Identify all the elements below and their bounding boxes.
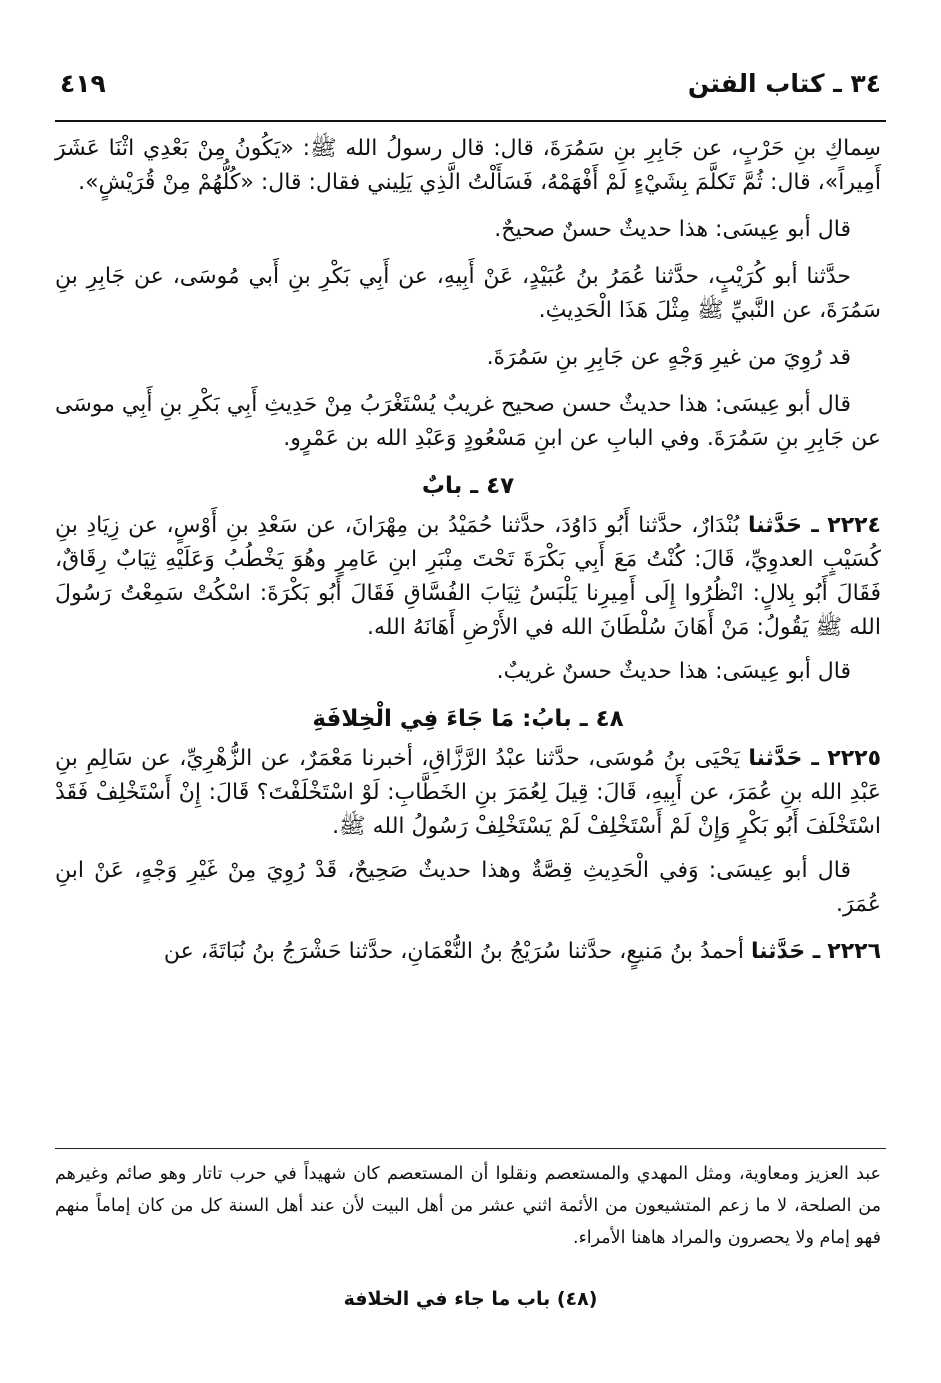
hadith-entry: ٢٢٢٥ ـ حَدَّثنا يَحْيَى بنُ مُوسَى، حدَّثنا عبْدُ الرَّزَّاقِ، أخبرنا مَعْمَرٌ، عن الزُّهْرِيِّ، عن سَالِمِ بنِ عَبْدِ الله بنِ عُمَرَ، عن أَبِيهِ، قَالَ: قِيلَ لِعُمَرَ بنِ الخَطَّابِ: لَوْ اسْتَخْلَفْتَ؟ قَالَ: إِنْ أَسْتَخْلِفْ فَقَدْ اسْتَخْلَفَ أَبُو بَكْرٍ وَإِنْ لَمْ أَسْتَخْلِفْ لَمْ يَسْتَخْلِفْ رَسُولُ الله ﷺ. bbox=[55, 746, 882, 839]
paragraph: قال أبو عِيسَى: هذا حديثٌ حسن صحيح غريبٌ يُسْتَغْرَبُ مِنْ حَدِيثِ أَبِي بَكْرِ بنِ أَبِي موسَى عن جَابِرِ بنِ سَمُرَةَ. وفي البابِ عن ابنِ مَسْعُودٍ وَعَبْدِ الله بن عَمْرٍو. bbox=[55, 392, 881, 451]
footnote-text: عبد العزيز ومعاوية، ومثل المهدي والمستعصم ونقلوا أن المستعصم كان شهيداً في حرب تاتار وهو صائم وغيرهم من الصلحة، لا ما زعم المتشيعون من الأئمة اثني عشر من أهل البيت لأن عند أهل السنة كل من كان إماماً منهم فهو إمام ولا يحصرون والمراد هاهنا الأمراء. bbox=[55, 1164, 881, 1248]
hadith-number: ٢٢٢٥ bbox=[827, 746, 882, 771]
footnote-heading: (٤٨) باب ما جاء في الخلافة bbox=[343, 1288, 598, 1310]
section-heading: ٤٧ ـ بابٌ bbox=[421, 473, 515, 499]
chapter-title: ٣٤ ـ كتاب الفتن bbox=[687, 68, 881, 98]
hadith-lead: حَدَّثنا bbox=[748, 746, 803, 771]
running-header bbox=[60, 60, 881, 106]
page-number: ٤١٩ bbox=[60, 68, 106, 98]
paragraph: قال أبو عِيسَى: وَفي الْحَدِيثِ قِصَّةٌ وهذا حديثٌ صَحِيحٌ، قَدْ رُوِيَ مِنْ غَيْرِ وَجْهٍ، عَنْ ابنِ عُمَرَ. bbox=[55, 858, 881, 917]
hadith-entry: ٢٢٢٤ ـ حَدَّثنا بُنْدَارٌ، حدَّثنا أَبُو دَاوُدَ، حدَّثنا حُمَيْدُ بن مِهْرَانَ، عن سَعْدِ بنِ أَوْسٍ، عن زِيَادِ بنِ كُسَيْبٍ العدوِيِّ، قَالَ: كُنْتُ مَعَ أَبِي بَكْرَةَ تَحْتَ مِنْبَرِ ابنِ عَامِرٍ وهُوَ يَخْطُبُ وَعَلَيْهِ ثِيَابٌ رِقَاقٌ، فَقَالَ أَبُو بِلالٍ: انْظُرُوا إِلَى أَمِيرِنا يَلْبَسُ ثِيَابَ الفُسَّاقِ فَقَالَ أَبُو بَكْرَةَ: اسْكُتْ سَمِعْتُ رَسُولَ الله ﷺ يَقُولُ: مَنْ أَهَانَ سُلْطَانَ الله في الأَرْضِ أَهَانَهُ الله. bbox=[55, 513, 881, 640]
section-heading: ٤٨ ـ بابُ: مَا جَاءَ فِي الْخِلافَةِ bbox=[312, 706, 624, 732]
hadith-text: بُنْدَارٌ، حدَّثنا أَبُو دَاوُدَ، حدَّثنا حُمَيْدُ بن مِهْرَانَ، عن سَعْدِ بنِ أَوْسٍ، عن زِيَادِ بنِ كُسَيْبٍ العدوِيِّ، قَالَ: كُنْتُ مَعَ أَبِي بَكْرَةَ تَحْتَ مِنْبَرِ ابنِ عَامِرٍ وهُوَ يَخْطُبُ وَعَلَيْهِ ثِيَابٌ رِقَاقٌ، فَقَالَ أَبُو بِلالٍ: انْظُرُوا إِلَى أَمِيرِنا يَلْبَسُ ثِيَابَ الفُسَّاقِ فَقَالَ أَبُو بَكْرَةَ: اسْكُتْ سَمِعْتُ رَسُولَ الله ﷺ يَقُولُ: مَنْ أَهَانَ سُلْطَانَ الله في الأَرْضِ أَهَانَهُ الله. bbox=[55, 513, 881, 640]
paragraph: قال أبو عِيسَى: هذا حديثٌ حسنٌ غريبٌ. bbox=[496, 659, 851, 684]
hadith-number: ٢٢٢٦ bbox=[827, 939, 881, 964]
hadith-text: أحمدُ بنُ مَنيعٍ، حدَّثنا سُرَيْجُ بنُ النُّعْمَانِ، حدَّثنا حَشْرَجُ بنُ نُبَاتَةَ، عن bbox=[163, 939, 745, 964]
hadith-text: يَحْيَى بنُ مُوسَى، حدَّثنا عبْدُ الرَّزَّاقِ، أخبرنا مَعْمَرٌ، عن الزُّهْرِيِّ، عن سَالِمِ بنِ عَبْدِ الله بنِ عُمَرَ، عن أَبِيهِ، قَالَ: قِيلَ لِعُمَرَ بنِ الخَطَّابِ: لَوْ اسْتَخْلَفْتَ؟ قَالَ: إِنْ أَسْتَخْلِفْ فَقَدْ اسْتَخْلَفَ أَبُو بَكْرٍ وَإِنْ لَمْ أَسْتَخْلِفْ لَمْ يَسْتَخْلِفْ رَسُولُ الله ﷺ. bbox=[55, 746, 881, 839]
footnotes bbox=[55, 1158, 881, 1254]
hadith-lead: حَدَّثنا bbox=[751, 939, 806, 964]
paragraph: قد رُوِيَ من غيرِ وَجْهٍ عن جَابِرِ بنِ سَمُرَةَ. bbox=[486, 345, 851, 370]
main-text bbox=[55, 132, 881, 979]
footnote-rule bbox=[55, 1148, 886, 1149]
hadith-number: ٢٢٢٤ bbox=[827, 513, 881, 538]
header-rule bbox=[55, 120, 886, 122]
paragraph: حدَّثنا أبو كُرَيْبٍ، حدَّثنا عُمَرُ بنُ عُبَيْدٍ، عَنْ أَبِيهِ، عن أَبِي بَكْرِ بنِ أَبي مُوسَى، عن جَابِرِ بنِ سَمُرَةَ، عن النَّبيِّ ﷺ مِثْلَ هَذَا الْحَدِيثِ. bbox=[55, 264, 881, 323]
paragraph: سِماكِ بنِ حَرْبٍ، عن جَابِرِ بنِ سَمُرَةَ، قال: قال رسولُ الله ﷺ: «يَكُونُ مِنْ بَعْدِي اثْنَا عَشَرَ أَمِيراً»، قال: ثُمَّ تَكلَّمَ بِشَيْءٍ لَمْ أَفْهَمْهُ، فَسَأَلْتُ الَّذِي يَلِيني فقال: قال: «كُلُّهُمْ مِنْ قُرَيْشٍ». bbox=[55, 136, 881, 195]
hadith-lead: حَدَّثنا bbox=[747, 513, 803, 538]
paragraph: قال أبو عِيسَى: هذا حديثٌ حسنٌ صحيحٌ. bbox=[494, 217, 851, 242]
hadith-entry: ٢٢٢٦ ـ حَدَّثنا أحمدُ بنُ مَنيعٍ، حدَّثنا سُرَيْجُ بنُ النُّعْمَانِ، حدَّثنا حَشْرَجُ بنُ نُبَاتَةَ، عن bbox=[163, 939, 881, 964]
